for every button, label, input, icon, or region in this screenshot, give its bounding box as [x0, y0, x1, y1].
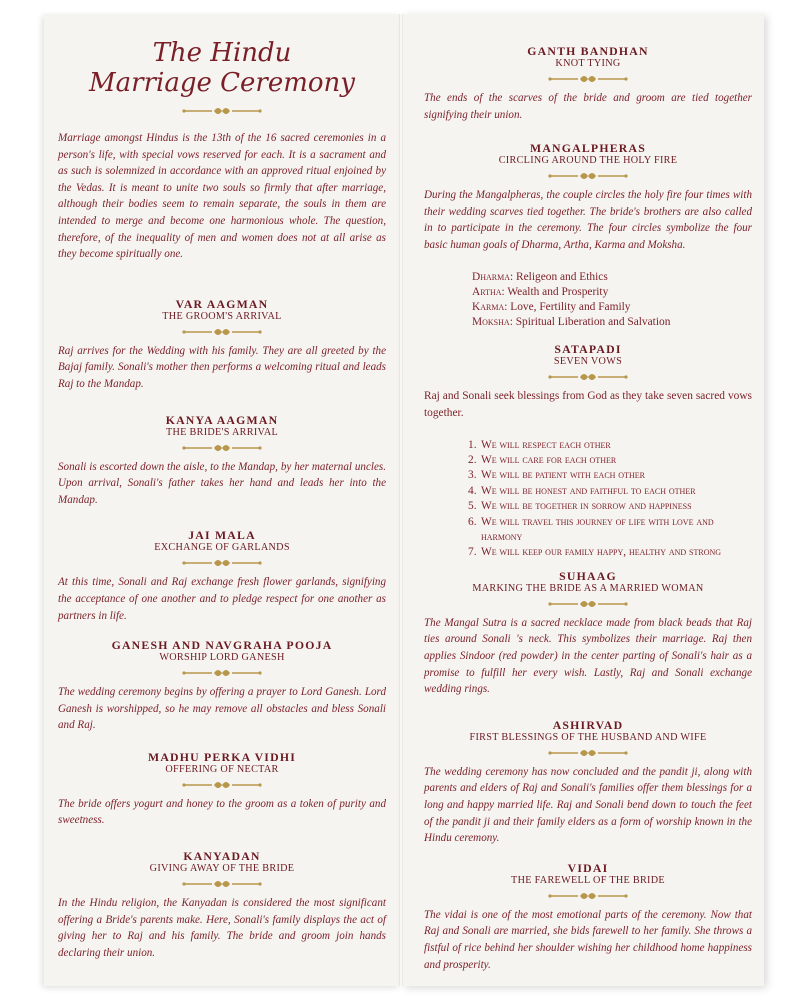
- section-subtitle: GIVING AWAY OF THE BRIDE: [149, 863, 295, 875]
- section-title: GANESH AND NAVGRAHA POOJA: [111, 638, 333, 653]
- goals-list: [424, 270, 752, 331]
- section-text: The Mangal Sutra is a sacred necklace made from black beads that Raj ties around Sonali 's neck. This symbolizes their marriage. Raj then applies Sindoor (red powder) in the center parting of Sonali's hair as a promise to fulfill her every wish. Lastly, Raj and Sonali exchange wedding rings.: [424, 616, 752, 696]
- section-text: The ends of the scarves of the bride and groom are tied together signifying their union.: [424, 92, 752, 121]
- section-text: During the Mangalpheras, the couple circles the holy fire four times with their wedding scarves tied together. The bride's brothers are also called in to participate in the ceremony. The four circles symbolize the four basic human goals of Dharma, Artha, Karma and Moksha.: [424, 189, 752, 251]
- section-title: MADHU PERKA VIDHI: [148, 749, 296, 764]
- section-subtitle: THE GROOM'S ARRIVAL: [162, 310, 282, 322]
- ornament-divider-icon: [180, 778, 264, 792]
- section-text: Raj and Sonali seek blessings from God as they take seven sacred vows together.: [424, 390, 752, 419]
- vow-item: 7. We will keep our family happy, healthy and strong: [468, 546, 722, 559]
- section-title: KANYADAN: [183, 849, 261, 864]
- ornament-divider-icon: [546, 370, 630, 384]
- section-text: The wedding ceremony begins by offering a prayer to Lord Ganesh. Lord Ganesh is worshipped, so he may remove all obstacles and bless Sonali and Raj.: [58, 686, 386, 732]
- ornament-divider-icon: [546, 72, 630, 86]
- section-text: The wedding ceremony has now concluded and the pandit ji, along with parents and elders of Raj and Sonali's families offer them blessings for a long and happy married life. Raj and Sonali bend down to touch the feet of the pandit ji and their family elders as a form of worship known in the Hindu ceremony.: [424, 765, 752, 845]
- section-title: ASHIRVAD: [552, 717, 624, 732]
- goal-item: Artha: Wealth and Prosperity: [472, 285, 609, 298]
- section-title: SUHAAG: [559, 568, 617, 583]
- ornament-divider-icon: [180, 877, 264, 891]
- vow-item: 2. We will care for each other: [468, 453, 617, 466]
- vow-item: 3. We will be patient with each other: [468, 469, 645, 482]
- vow-item: 4. We will be honest and faithful to each other: [468, 484, 696, 497]
- vow-item: 1. We will respect each other: [468, 438, 611, 451]
- section-title: KANYA AAGMAN: [165, 412, 279, 427]
- vow-item: 5. We will be together in sorrow and happiness: [468, 500, 692, 513]
- vows-list: [424, 438, 752, 561]
- section-text: Raj arrives for the Wedding with his family. They are all greeted by the Bajaj family. Sonali's mother then performs a welcoming ritual and leads Raj to the Mandap.: [58, 344, 386, 390]
- section-subtitle: THE BRIDE'S ARRIVAL: [165, 426, 279, 438]
- section-subtitle: SEVEN VOWS: [553, 356, 623, 368]
- ornament-divider-icon: [546, 597, 630, 611]
- section-subtitle: THE FAREWELL OF THE BRIDE: [511, 874, 665, 886]
- section-subtitle: FIRST BLESSINGS OF THE HUSBAND AND WIFE: [469, 731, 707, 743]
- goal-item: Dharma: Religeon and Ethics: [472, 270, 608, 283]
- section-title: GANTH BANDHAN: [527, 44, 649, 58]
- section-text: The vidai is one of the most emotional parts of the ceremony. Now that Raj and Sonali are married, she bids farewell to her family. She throws a fistful of rice behind her shoulder wishing her childhood home happiness and prosperity.: [424, 908, 752, 971]
- intro-paragraph: Marriage amongst Hindus is the 13th of the 16 sacred ceremonies in a person's life, with special vows reserved for each. It is a sacrament and as such is solemnized in accordance with an approved ritual enjoined by the Vedas. It is meant to unite two souls so firmly that after marriage, although their bodies seem to remain separate, the souls in them are intended to merge and become one harmonious whole. The question, therefore, of the inequality of men and women does not at all arise as they become spiritually one.: [58, 132, 386, 261]
- page-fold: [399, 14, 403, 986]
- ornament-divider-icon: [180, 325, 264, 339]
- section-subtitle: WORSHIP LORD GANESH: [159, 652, 285, 664]
- ornament-divider-icon: [546, 746, 630, 760]
- section-title: MANGALPHERAS: [530, 141, 646, 156]
- section-subtitle: MARKING THE BRIDE AS A MARRIED WOMAN: [472, 582, 704, 594]
- section-text: In the Hindu religion, the Kanyadan is considered the most significant offering a Bride's parents make. Here, Sonali's family displays the act of giving her to Raj and his family. The bride and groom join hands declaring their union.: [58, 897, 386, 959]
- ornament-divider-icon: [180, 556, 264, 570]
- section-text: At this time, Sonali and Raj exchange fresh flower garlands, signifying the acceptance of one another and to pledge respect for one another as partners in life.: [58, 576, 386, 622]
- title-line-1: The Hindu: [152, 38, 292, 68]
- ornament-divider-icon: [546, 169, 630, 183]
- goal-item: Moksha: Spiritual Liberation and Salvation: [472, 316, 671, 329]
- section-subtitle: OFFERING OF NECTAR: [165, 763, 279, 775]
- title-line-2: Marriage Ceremony: [89, 68, 355, 98]
- right-column: [424, 44, 752, 973]
- ornament-divider-icon: [546, 889, 630, 903]
- page-title: [58, 38, 386, 98]
- section-title: JAI MALA: [188, 528, 256, 543]
- section-subtitle: EXCHANGE OF GARLANDS: [154, 542, 290, 554]
- section-title: VIDAI: [567, 860, 609, 875]
- ornament-divider-icon: [180, 441, 264, 455]
- section-subtitle: CIRCLING AROUND THE HOLY FIRE: [498, 155, 678, 167]
- ornament-divider-icon: [180, 666, 264, 680]
- section-subtitle: KNOT TYING: [555, 58, 621, 69]
- ornament-divider-icon: [180, 104, 264, 118]
- section-text: The bride offers yogurt and honey to the groom as a token of purity and sweetness.: [58, 797, 386, 827]
- section-text: Sonali is escorted down the aisle, to the Mandap, by her maternal uncles. Upon arrival, Sonali's father takes her hand and leads her into the Mandap.: [58, 460, 386, 506]
- section-title: SATAPADI: [554, 342, 622, 357]
- left-column: [58, 38, 386, 961]
- goal-item: Karma: Love, Fertility and Family: [472, 300, 631, 313]
- section-title: VAR AAGMAN: [175, 296, 269, 311]
- vow-item: 6. We will travel this journey of life with love and harmony: [468, 515, 714, 543]
